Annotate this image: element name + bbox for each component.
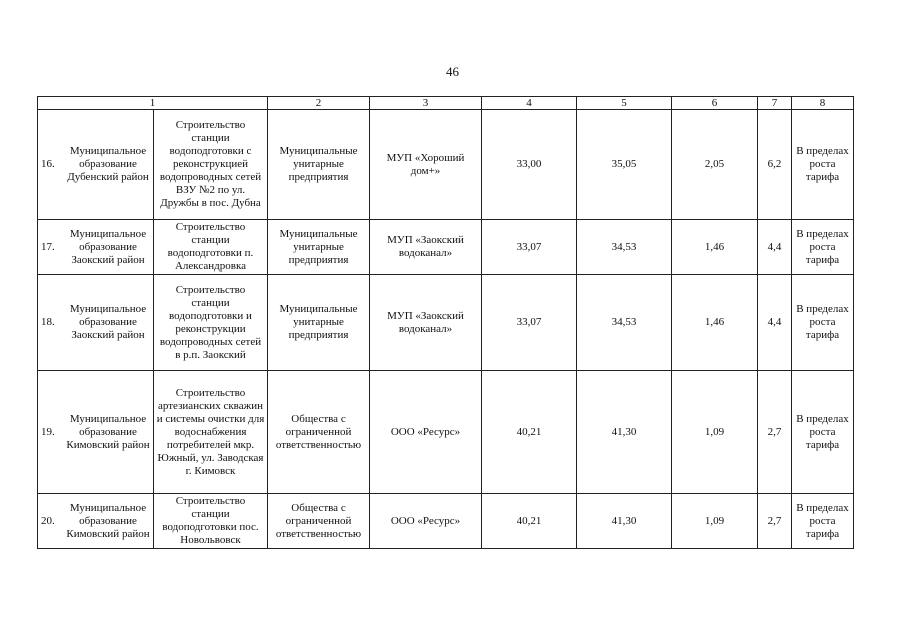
value-col6: 34,53	[577, 275, 672, 371]
value-col5: 33,07	[482, 275, 577, 371]
org-type-cell: Общества с ограниченной ответственностью	[268, 371, 370, 494]
project-cell: Строительство станции водоподготовки пос. Новольвовск	[154, 494, 268, 549]
municipality-name: Муниципальное образование Дубенский район	[67, 145, 149, 183]
page-number: 46	[446, 64, 459, 79]
column-header-8: 8	[792, 97, 854, 110]
note-cell: В пределах роста тарифа	[792, 110, 854, 220]
municipality-name: Муниципальное образование Заокский район	[69, 303, 147, 341]
column-header-4: 4	[482, 97, 577, 110]
value-col7: 1,46	[672, 275, 758, 371]
table-row	[38, 110, 854, 220]
project-cell: Строительство станции водоподготовки с реконструкцией водопроводных сетей ВЗУ №2 по ул. Дружбы в пос. Дубна	[154, 110, 268, 220]
value-col6: 35,05	[577, 110, 672, 220]
note-cell: В пределах роста тарифа	[792, 494, 854, 549]
municipality-cell	[38, 110, 154, 220]
value-col5: 40,21	[482, 371, 577, 494]
value-col6: 41,30	[577, 494, 672, 549]
value-col8: 2,7	[758, 371, 792, 494]
row-number: 18.	[41, 316, 55, 328]
operator-cell: ООО «Ресурс»	[370, 371, 482, 494]
org-type-cell: Общества с ограниченной ответственностью	[268, 494, 370, 549]
table-row	[38, 371, 854, 494]
value-col8: 6,2	[758, 110, 792, 220]
note-cell: В пределах роста тарифа	[792, 371, 854, 494]
municipality-name: Муниципальное образование Заокский район	[69, 227, 147, 266]
value-col7: 1,09	[672, 494, 758, 549]
table-row	[38, 275, 854, 371]
project-cell: Строительство станции водоподготовки и реконструкции водопроводных сетей в р.п. Заокский	[154, 275, 268, 371]
note-cell: В пределах роста тарифа	[792, 220, 854, 275]
project-cell: Строительство артезианских скважин и системы очистки для водоснабжения потребителей мкр. Южный, ул. Заводская г. Кимовск	[154, 371, 268, 494]
note-cell: В пределах роста тарифа	[792, 275, 854, 371]
row-number: 20.	[41, 514, 55, 527]
value-col6: 34,53	[577, 220, 672, 275]
municipality-name: Муниципальное образование Кимовский район	[66, 501, 150, 540]
org-type-cell: Муниципальные унитарные предприятия	[268, 220, 370, 275]
row-number: 17.	[41, 240, 55, 253]
operator-cell: ООО «Ресурс»	[370, 494, 482, 549]
value-col5: 33,07	[482, 220, 577, 275]
operator-cell: МУП «Хороший дом+»	[370, 110, 482, 220]
value-col7: 1,46	[672, 220, 758, 275]
municipality-name: Муниципальное образование Кимовский район	[66, 412, 150, 451]
org-type-cell: Муниципальные унитарные предприятия	[268, 110, 370, 220]
municipality-cell	[38, 494, 154, 549]
column-header-2: 2	[268, 97, 370, 110]
value-col8: 2,7	[758, 494, 792, 549]
municipality-cell	[38, 371, 154, 494]
value-col8: 4,4	[758, 220, 792, 275]
table-row	[38, 220, 854, 275]
row-number: 16.	[41, 158, 55, 170]
value-col6: 41,30	[577, 371, 672, 494]
org-type-cell: Муниципальные унитарные предприятия	[268, 275, 370, 371]
row-number: 19.	[41, 425, 55, 438]
project-cell: Строительство станции водоподготовки п. Александровка	[154, 220, 268, 275]
value-col7: 1,09	[672, 371, 758, 494]
municipality-cell	[38, 220, 154, 275]
value-col5: 40,21	[482, 494, 577, 549]
municipality-cell	[38, 275, 154, 371]
column-header-5: 5	[577, 97, 672, 110]
value-col8: 4,4	[758, 275, 792, 371]
operator-cell: МУП «Заокский водоканал»	[370, 220, 482, 275]
operator-cell: МУП «Заокский водоканал»	[370, 275, 482, 371]
column-header-7: 7	[758, 97, 792, 110]
column-header-1: 1	[38, 97, 268, 110]
column-header-3: 3	[370, 97, 482, 110]
table-row	[38, 494, 854, 549]
column-header-6: 6	[672, 97, 758, 110]
value-col5: 33,00	[482, 110, 577, 220]
tariff-table	[37, 96, 854, 549]
header-row	[38, 97, 854, 110]
value-col7: 2,05	[672, 110, 758, 220]
